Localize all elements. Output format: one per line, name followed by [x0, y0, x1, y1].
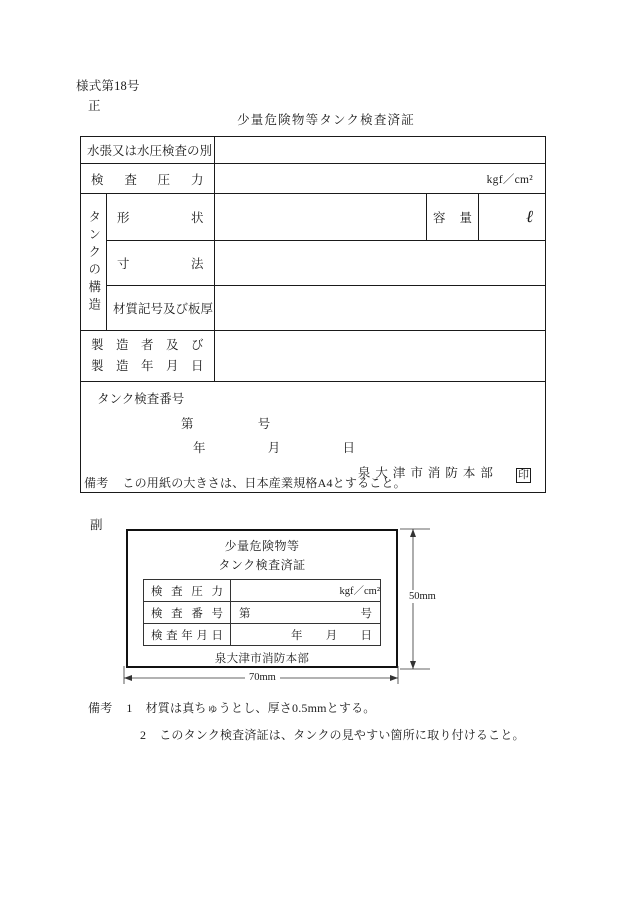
plate-value-number[interactable]	[231, 602, 381, 624]
table-row	[81, 137, 546, 164]
inspection-number-line[interactable]	[81, 414, 545, 432]
row-label-capacity: 容量	[427, 194, 479, 241]
note-text: この用紙の大きさは、日本産業規格A4とすること。	[122, 476, 406, 490]
plate-label-number: 検査番号	[144, 602, 231, 624]
row-value-capacity[interactable]	[479, 194, 546, 241]
inspection-certificate-table	[80, 136, 546, 493]
table-row	[81, 331, 546, 382]
row-label-shape: 形状	[107, 194, 215, 241]
table-row	[81, 286, 546, 331]
row-value-shape[interactable]	[215, 194, 427, 241]
document-title: 少量危険物等タンク検査済証	[237, 113, 415, 127]
plate-date-year: 年	[291, 629, 303, 642]
plate-unit-kgf-cm2: kgf／cm²	[339, 586, 380, 598]
table-row	[81, 164, 546, 194]
date-month: 月	[267, 441, 281, 455]
row-value-maker-and-date[interactable]	[215, 331, 546, 382]
note-duplicate-item-2	[140, 726, 525, 743]
plate-label-date: 検査年月日	[144, 624, 231, 646]
plate-title	[128, 531, 396, 574]
date-day: 日	[342, 441, 356, 455]
plate-number-suffix: 号	[360, 607, 372, 620]
row-value-test-type[interactable]	[215, 137, 546, 164]
note-duplicate-item-1	[88, 699, 375, 716]
inspection-number-label: タンク検査番号	[97, 392, 185, 406]
issue-date-line[interactable]	[81, 438, 545, 456]
plate-title-line2: タンク検査済証	[218, 557, 306, 572]
plate-issuer: 泉大津市消防本部	[214, 653, 310, 666]
table-row	[144, 602, 381, 624]
row-label-test-pressure: 検査圧力	[81, 164, 215, 194]
number-prefix: 第	[181, 417, 194, 431]
form-number: 様式第18号	[76, 79, 140, 93]
row-value-test-pressure[interactable]	[215, 164, 546, 194]
row-label-dimensions: 寸法	[107, 241, 215, 286]
copy-label-original: 正	[88, 99, 101, 113]
table-row	[81, 241, 546, 286]
unit-liter: ℓ	[525, 207, 534, 226]
plate-title-line1: 少量危険物等	[224, 539, 300, 553]
plate-date-day: 日	[360, 629, 372, 642]
plate-table	[143, 579, 381, 646]
issuer-name: 泉大津市消防本部	[357, 466, 498, 480]
tank-plate-diagram	[126, 529, 398, 668]
note-number: 2	[140, 728, 147, 742]
note-number: 1	[126, 701, 133, 715]
row-label-material: 材質記号及び板厚	[107, 286, 215, 331]
row-value-material[interactable]	[215, 286, 546, 331]
table-row	[81, 194, 546, 241]
seal-stamp-icon: 印	[518, 469, 530, 481]
copy-label-duplicate: 副	[90, 518, 103, 532]
date-year: 年	[193, 441, 206, 455]
note-label: 備考	[88, 701, 113, 715]
row-label-test-type: 水張又は水圧検査の別	[81, 137, 215, 164]
plate-value-pressure[interactable]	[231, 580, 381, 602]
note-text: このタンク検査済証は、タンクの見やすい箇所に取り付けること。	[159, 728, 525, 742]
table-row	[144, 624, 381, 646]
row-value-dimensions[interactable]	[215, 241, 546, 286]
group-label-tank-structure: タンクの構造	[81, 194, 107, 331]
plate-date-month: 月	[325, 629, 338, 642]
table-row	[144, 580, 381, 602]
plate-label-pressure: 検査圧力	[144, 580, 231, 602]
dimension-label-height: 50mm	[409, 591, 436, 602]
plate-value-date[interactable]	[231, 624, 381, 646]
note-label: 備考	[84, 476, 109, 490]
note-text: 材質は真ちゅうとし、厚さ0.5mmとする。	[145, 701, 376, 715]
dimension-label-width: 70mm	[245, 672, 280, 683]
note-original	[84, 474, 406, 491]
row-label-maker-and-date: 製造者及び 製造年月日	[81, 331, 215, 382]
plate-number-prefix: 第	[239, 607, 251, 620]
unit-kgf-cm2: kgf／cm²	[486, 173, 534, 186]
number-suffix: 号	[257, 417, 271, 431]
